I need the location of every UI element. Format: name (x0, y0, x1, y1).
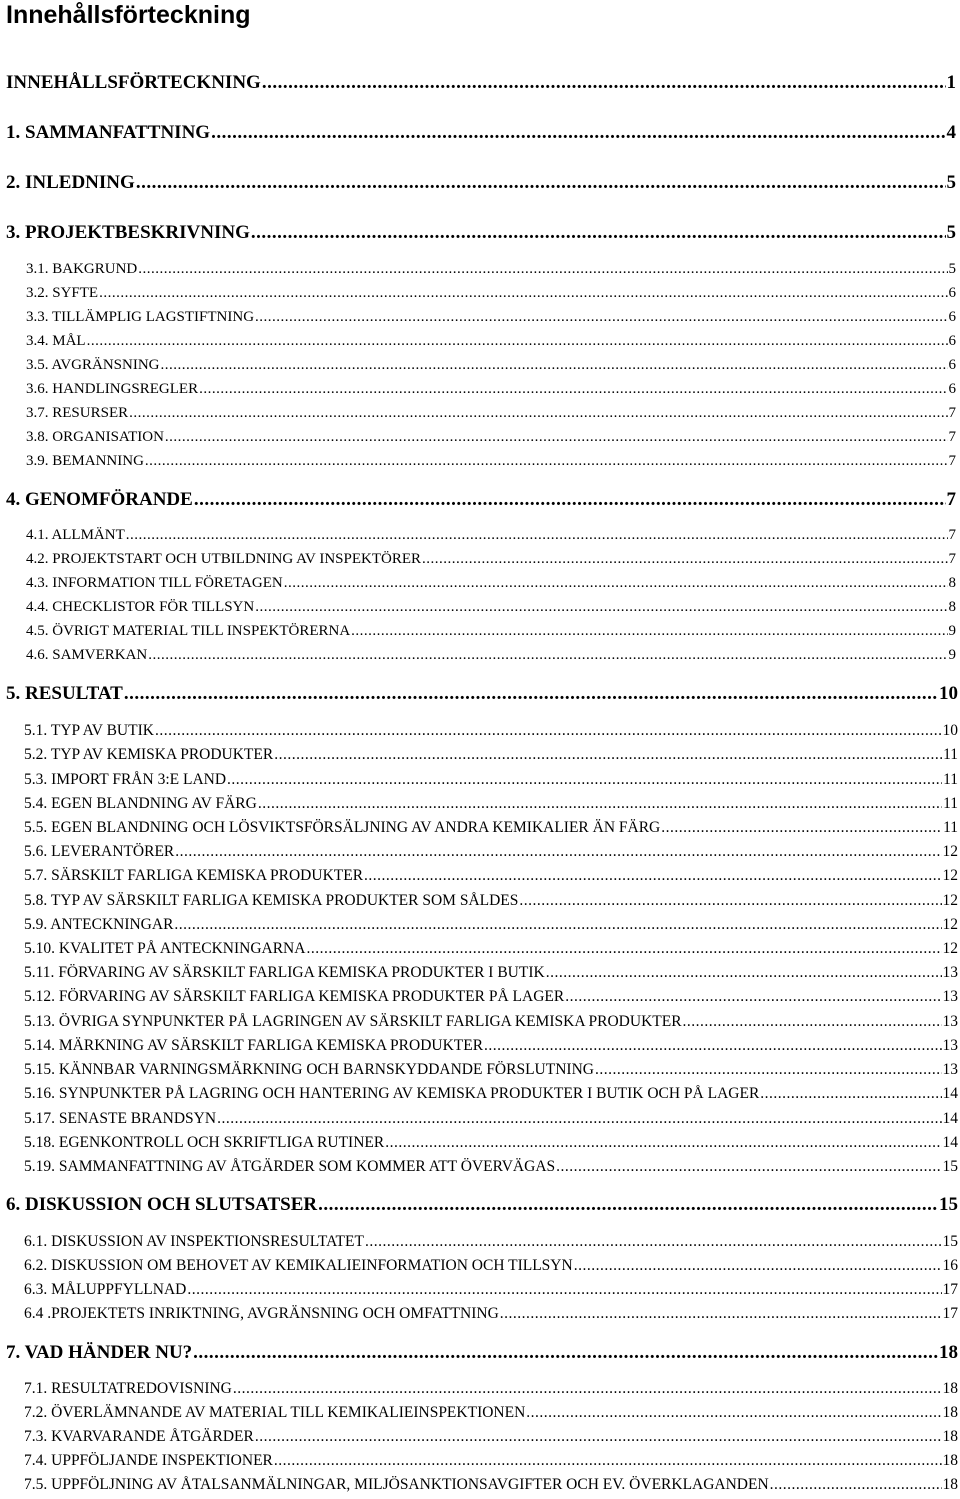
toc-entry-title: DISKUSSION AV INSPEKTIONSRESULTATET (51, 1233, 364, 1250)
toc-leader (255, 309, 947, 326)
toc-entry-number: 3.4. (26, 333, 49, 349)
toc-leader (500, 1305, 942, 1323)
toc-entry[interactable] (26, 623, 956, 640)
toc-entry-number: 6.1. (24, 1233, 48, 1250)
toc-entry-title: EGENKONTROLL OCH SKRIFTLIGA RUTINER (58, 1134, 385, 1151)
toc-entry[interactable] (24, 722, 958, 740)
toc-entry[interactable] (6, 222, 956, 244)
toc-entry[interactable] (24, 1233, 958, 1251)
toc-entry[interactable] (24, 867, 958, 885)
toc-entry[interactable] (26, 309, 956, 326)
toc-leader (385, 1134, 941, 1152)
toc-leader (262, 72, 946, 94)
toc-entry-number: 6. (6, 1194, 21, 1215)
toc-entry-number: 6.2. (24, 1257, 48, 1274)
toc-entry-number: 5.13. (24, 1013, 55, 1030)
toc-entry-number: 5.19. (24, 1158, 55, 1175)
toc-entry[interactable] (24, 1085, 958, 1103)
toc-leader (255, 599, 947, 616)
toc-entry[interactable] (24, 1158, 958, 1176)
toc-entry-page: 10 (942, 722, 958, 739)
toc-entry-title: UPPFÖLJNING AV ÅTALSANMÄLNINGAR, MILJÖSANKTIONSAVGIFTER OCH EV. ÖVERKLAGANDEN (51, 1476, 769, 1493)
toc-entry[interactable] (24, 1013, 958, 1031)
toc-entry-number: 5. (6, 683, 21, 704)
toc-entry-title: INLEDNING (25, 172, 135, 193)
toc-entry-title: ORGANISATION (52, 429, 164, 445)
toc-entry[interactable] (26, 381, 956, 398)
toc-entry-page: 14 (942, 1134, 958, 1151)
toc-entry[interactable] (24, 1037, 958, 1055)
toc-leader (484, 1037, 941, 1055)
toc-entry[interactable] (6, 1342, 958, 1364)
toc-entry[interactable] (6, 172, 956, 194)
toc-entry[interactable] (26, 527, 956, 544)
toc-entry-title: IMPORT FRÅN 3:E LAND (51, 771, 227, 788)
toc-entry-number: 4.6. (26, 647, 49, 663)
toc-entry-page: 6 (948, 285, 956, 301)
toc-leader (274, 1452, 942, 1470)
toc-entry-title: KÄNNBAR VARNINGSMÄRKNING OCH BARNSKYDDANDE FÖRSLUTNING (58, 1061, 594, 1078)
toc-entry-number: 5.10. (24, 940, 55, 957)
toc-entry-title: SENASTE BRANDSYN (58, 1110, 217, 1127)
toc-entry[interactable] (26, 333, 956, 350)
toc-leader (422, 551, 947, 568)
toc-entry-number: 5.16. (24, 1085, 55, 1102)
toc-entry-number: 3.6. (26, 381, 49, 397)
toc-entry-number: 4.3. (26, 575, 49, 591)
toc-entry[interactable] (24, 746, 958, 764)
toc-entry-number: 7.5. (24, 1476, 48, 1493)
toc-entry-title: RESULTATREDOVISNING (51, 1380, 232, 1397)
toc-entry[interactable] (24, 771, 958, 789)
toc-entry-title: UPPFÖLJANDE INSPEKTIONER (51, 1452, 273, 1469)
toc-leader (217, 1110, 941, 1128)
toc-entry-page: 7 (948, 405, 956, 421)
toc-entry-number: 7.1. (24, 1380, 48, 1397)
toc-entry-title: TYP AV BUTIK (50, 722, 154, 739)
toc-entry[interactable] (26, 575, 956, 592)
toc-entry-number: 3.5. (26, 357, 49, 373)
toc-entry-title: FÖRVARING AV SÄRSKILT FARLIGA KEMISKA PRODUKTER PÅ LAGER (58, 988, 565, 1005)
toc-entry-number: 5.4. (24, 795, 48, 812)
toc-leader (519, 892, 941, 910)
toc-leader (145, 453, 948, 470)
toc-entry-page: 13 (942, 988, 958, 1005)
toc-entry-page: 6 (948, 309, 956, 325)
toc-leader (148, 647, 947, 664)
toc-entry[interactable] (26, 261, 956, 278)
toc-leader (126, 527, 948, 544)
toc-entry-page: 17 (942, 1281, 958, 1298)
toc-entry-page: 17 (942, 1305, 958, 1322)
toc-leader (138, 261, 947, 278)
toc-entry-number: 6.3. (24, 1281, 48, 1298)
toc-entry-title: MÅL (52, 333, 86, 349)
toc-entry-title: INFORMATION TILL FÖRETAGEN (52, 575, 283, 591)
toc-entry-title: ÖVRIGA SYNPUNKTER PÅ LAGRINGEN AV SÄRSKILT FARLIGA KEMISKA PRODUKTER (58, 1013, 682, 1030)
toc-entry-page: 5 (946, 222, 956, 243)
toc-leader (233, 1380, 942, 1398)
toc-entry-title: BAKGRUND (52, 261, 138, 277)
toc-entry[interactable] (24, 988, 958, 1006)
toc-entry-page: 13 (942, 1061, 958, 1078)
toc-entry[interactable] (26, 599, 956, 616)
toc-entry-title: TYP AV KEMISKA PRODUKTER (50, 746, 274, 763)
toc-entry-number: 5.3. (24, 771, 48, 788)
toc-entry-number: 3.8. (26, 429, 49, 445)
toc-leader (129, 405, 947, 422)
page-title: Innehållsförteckning (6, 1, 251, 29)
toc-entry[interactable] (24, 1476, 958, 1494)
toc-entry[interactable] (24, 964, 958, 982)
toc-leader (194, 489, 946, 511)
toc-entry-page: 12 (942, 940, 958, 957)
toc-leader (556, 1158, 941, 1176)
toc-entry[interactable] (6, 489, 956, 511)
toc-entry-page: 5 (946, 172, 956, 193)
toc-entry-title: INNEHÅLLSFÖRTECKNING (6, 72, 261, 93)
toc-leader (365, 1233, 942, 1251)
toc-leader (258, 795, 942, 813)
toc-leader (155, 722, 942, 740)
toc-entry[interactable] (24, 1380, 958, 1398)
toc-entry-title: CHECKLISTOR FÖR TILLSYN (52, 599, 255, 615)
toc-entry-page: 15 (942, 1233, 958, 1250)
toc-entry[interactable] (24, 1404, 958, 1422)
toc-leader (136, 172, 946, 194)
toc-entry-title: SAMVERKAN (52, 647, 148, 663)
toc-leader (251, 222, 946, 244)
toc-leader (661, 819, 942, 837)
toc-entry-page: 11 (943, 771, 958, 788)
toc-entry[interactable] (26, 357, 956, 374)
toc-entry[interactable] (24, 1305, 958, 1323)
toc-entry[interactable] (26, 405, 956, 422)
toc-entry-page: 11 (943, 819, 958, 836)
toc-entry-title: MÄRKNING AV SÄRSKILT FARLIGA KEMISKA PRODUKTER (58, 1037, 484, 1054)
toc-entry-title: VAD HÄNDER NU? (24, 1342, 193, 1363)
toc-entry-page: 8 (948, 575, 956, 591)
toc-entry-number: 5.18. (24, 1134, 55, 1151)
toc-entry-number: 5.7. (24, 867, 48, 884)
toc-entry-title: ÖVERLÄMNANDE AV MATERIAL TILL KEMIKALIEINSPEKTIONEN (51, 1404, 526, 1421)
toc-leader (255, 1428, 942, 1446)
toc-entry-title: RESURSER (52, 405, 129, 421)
toc-entry-number: 5.17. (24, 1110, 55, 1127)
toc-entry[interactable] (24, 1061, 958, 1079)
toc-leader (595, 1061, 942, 1079)
toc-entry-number: 5.9. (24, 916, 48, 933)
toc-entry[interactable] (24, 1281, 958, 1299)
toc-leader (193, 1342, 938, 1364)
toc-entry-page: 7 (946, 489, 956, 510)
toc-entry-number: 5.11. (24, 964, 55, 981)
toc-entry[interactable] (6, 683, 958, 705)
toc-entry-number: 3. (6, 222, 21, 243)
toc-entry[interactable] (6, 122, 956, 144)
toc-leader (526, 1404, 941, 1422)
toc-entry-page: 18 (942, 1476, 958, 1493)
toc-leader (364, 867, 941, 885)
toc-entry-number: 5.2. (24, 746, 48, 763)
toc-leader (165, 429, 948, 446)
toc-leader (683, 1013, 942, 1031)
toc-entry-page: 11 (943, 746, 958, 763)
toc-leader (227, 771, 942, 789)
toc-leader (574, 1257, 942, 1275)
toc-leader (546, 964, 942, 982)
toc-leader (175, 843, 941, 861)
toc-entry-title: KVALITET PÅ ANTECKNINGARNA (58, 940, 306, 957)
toc-entry-page: 7 (948, 453, 956, 469)
toc-entry-number: 4.1. (26, 527, 49, 543)
toc-entry-title: SAMMANFATTNING AV ÅTGÄRDER SOM KOMMER ATT ÖVERVÄGAS (58, 1158, 556, 1175)
toc-entry-page: 16 (942, 1257, 958, 1274)
toc-entry-title: SYNPUNKTER PÅ LAGRING OCH HANTERING AV KEMISKA PRODUKTER I BUTIK OCH PÅ LAGER (58, 1085, 760, 1102)
toc-entry-number: 5.1. (24, 722, 48, 739)
toc-entry-page: 12 (942, 916, 958, 933)
toc-leader (351, 623, 947, 640)
toc-entry-page: 9 (948, 623, 956, 639)
toc-entry[interactable] (6, 1194, 958, 1216)
toc-entry-title: EGEN BLANDNING AV FÄRG (51, 795, 257, 812)
toc-entry[interactable] (26, 429, 956, 446)
toc-entry-number: 4.5. (26, 623, 49, 639)
toc-entry-page: 8 (948, 599, 956, 615)
toc-entry-title: SYFTE (52, 285, 99, 301)
toc-entry[interactable] (24, 916, 958, 934)
toc-leader (161, 357, 948, 374)
toc-entry-page: 10 (939, 683, 958, 704)
toc-entry-number: 5.5. (24, 819, 48, 836)
toc-entry-page: 12 (942, 867, 958, 884)
toc-entry-number: 3.7. (26, 405, 49, 421)
toc-entry-page: 11 (943, 795, 958, 812)
toc-entry-title: KVARVARANDE ÅTGÄRDER (51, 1428, 254, 1445)
toc-entry-title: RESULTAT (25, 683, 123, 704)
toc-entry-page: 18 (942, 1404, 958, 1421)
toc-entry[interactable] (24, 892, 958, 910)
toc-entry-page: 14 (942, 1085, 958, 1102)
toc-entry[interactable] (24, 1452, 958, 1470)
toc-entry-page: 13 (942, 964, 958, 981)
toc-entry[interactable] (26, 551, 956, 568)
toc-entry-page: 15 (942, 1158, 958, 1175)
toc-entry-page: 5 (948, 261, 956, 277)
toc-entry[interactable] (24, 1134, 958, 1152)
toc-entry[interactable] (26, 285, 956, 302)
toc-entry-page: 9 (948, 647, 956, 663)
toc-entry-title: DISKUSSION OCH SLUTSATSER (25, 1194, 318, 1215)
toc-entry-title: FÖRVARING AV SÄRSKILT FARLIGA KEMISKA PRODUKTER I BUTIK (58, 964, 545, 981)
toc-entry-page: 18 (939, 1342, 958, 1363)
toc-entry-title: EGEN BLANDNING OCH LÖSVIKTSFÖRSÄLJNING AV ANDRA KEMIKALIER ÄN FÄRG (51, 819, 661, 836)
toc-entry-number: 3.2. (26, 285, 49, 301)
toc-entry-page: 6 (948, 381, 956, 397)
toc-entry[interactable] (26, 453, 956, 470)
toc-entry-number: 3.3. (26, 309, 49, 325)
toc-entry-title: GENOMFÖRANDE (25, 489, 193, 510)
toc-entry[interactable] (24, 1428, 958, 1446)
toc-entry-number: 5.14. (24, 1037, 55, 1054)
toc-entry[interactable] (24, 1257, 958, 1275)
toc-entry-number: 7. (6, 1342, 21, 1363)
toc-entry-page: 13 (942, 1037, 958, 1054)
toc-leader (274, 746, 942, 764)
toc-leader (284, 575, 948, 592)
toc-entry-page: 18 (942, 1452, 958, 1469)
toc-entry-page: 6 (948, 357, 956, 373)
toc-entry-page: 4 (946, 122, 956, 143)
toc-entry-page: 12 (942, 892, 958, 909)
toc-entry-number: 5.15. (24, 1061, 55, 1078)
toc-entry-number: 7.2. (24, 1404, 48, 1421)
toc-entry-title: TILLÄMPLIG LAGSTIFTNING (51, 309, 255, 325)
toc-entry-number: 5.6. (24, 843, 48, 860)
toc-entry-page: 18 (942, 1380, 958, 1397)
toc-leader (318, 1194, 938, 1216)
toc-entry-title: SÄRSKILT FARLIGA KEMISKA PRODUKTER (51, 867, 364, 884)
toc-entry-page: 7 (948, 551, 956, 567)
toc-leader (187, 1281, 941, 1299)
toc-entry[interactable] (24, 940, 958, 958)
toc-leader (124, 683, 938, 705)
toc-entry-number: 3.1. (26, 261, 49, 277)
toc-entry[interactable] (24, 795, 958, 813)
toc-entry-title: ANTECKNINGAR (50, 916, 174, 933)
toc-entry[interactable] (26, 647, 956, 664)
toc-leader (199, 381, 947, 398)
toc-entry-number: 7.3. (24, 1428, 48, 1445)
toc-entry-page: 12 (942, 843, 958, 860)
toc-entry-title: MÅLUPPFYLLNAD (51, 1281, 187, 1298)
toc-leader (760, 1085, 941, 1103)
toc-leader (565, 988, 941, 1006)
toc-leader (174, 916, 941, 934)
toc-entry-page: 7 (948, 429, 956, 445)
toc-entry-page: 18 (942, 1428, 958, 1445)
toc-entry-title: ALLMÄNT (51, 527, 125, 543)
toc-entry-title: LEVERANTÖRER (51, 843, 175, 860)
toc-entry-title: PROJEKTSTART OCH UTBILDNING AV INSPEKTÖRER (52, 551, 422, 567)
toc-entry-title: HANDLINGSREGLER (52, 381, 199, 397)
toc-entry-number: 1. (6, 122, 21, 143)
toc-entry-number: 7.4. (24, 1452, 48, 1469)
toc-entry-page: 7 (948, 527, 956, 543)
toc-entry-number: 3.9. (26, 453, 49, 469)
toc-entry[interactable] (24, 819, 958, 837)
toc-entry-title: DISKUSSION OM BEHOVET AV KEMIKALIEINFORMATION OCH TILLSYN (51, 1257, 573, 1274)
toc-entry-title: PROJEKTBESKRIVNING (25, 222, 250, 243)
toc-entry-title: SAMMANFATTNING (25, 122, 211, 143)
toc-leader (211, 122, 945, 144)
toc-entry-page: 6 (948, 333, 956, 349)
toc-entry-title: TYP AV SÄRSKILT FARLIGA KEMISKA PRODUKTER SOM SÅLDES (50, 892, 519, 909)
toc-entry-number: 6.4 . (24, 1305, 52, 1322)
toc-entry[interactable] (24, 1110, 958, 1128)
toc-entry-number: 4.4. (26, 599, 49, 615)
toc-entry-title: BEMANNING (52, 453, 144, 469)
toc-entry-title: AVGRÄNSNING (51, 357, 160, 373)
toc-entry-number: 5.12. (24, 988, 55, 1005)
toc-entry[interactable] (6, 72, 956, 94)
toc-entry-page: 13 (942, 1013, 958, 1030)
toc-entry-title: PROJEKTETS INRIKTNING, AVGRÄNSNING OCH OMFATTNING (51, 1305, 499, 1322)
toc-entry-number: 5.8. (24, 892, 48, 909)
toc-entry-page: 15 (939, 1194, 958, 1215)
toc-entry-number: 4. (6, 489, 21, 510)
toc-leader (770, 1476, 942, 1494)
toc-entry-page: 1 (946, 72, 956, 93)
toc-entry-number: 4.2. (26, 551, 49, 567)
toc-entry-page: 14 (942, 1110, 958, 1127)
toc-leader (87, 333, 948, 350)
toc-entry[interactable] (24, 843, 958, 861)
toc-entry-title: ÖVRIGT MATERIAL TILL INSPEKTÖRERNA (52, 623, 351, 639)
toc-leader (306, 940, 941, 958)
toc-leader (99, 285, 947, 302)
toc-entry-number: 2. (6, 172, 21, 193)
